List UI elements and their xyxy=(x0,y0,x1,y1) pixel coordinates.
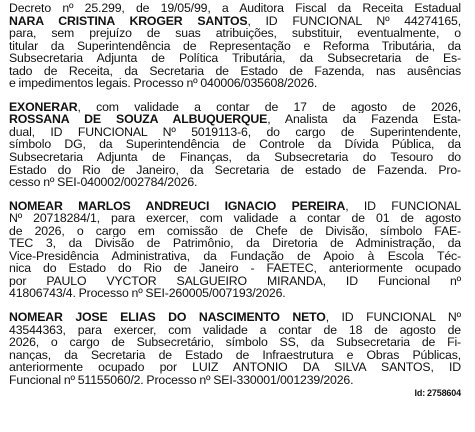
text-line: ROSSANA DE SOUZA ALBUQUERQUE, Analista da Fazenda Esta- xyxy=(9,113,461,126)
text-line: Nº 20718284/1, para exercer, com validade a contar de 01 de agosto xyxy=(9,212,461,225)
text-line: NOMEAR JOSE ELIAS DO NASCIMENTO NETO, ID FUNCIONAL Nº xyxy=(9,311,461,324)
text-line: Subsecretaria Adjunta de Finanças, da Subsecretaria do Tesouro do xyxy=(9,151,461,164)
text-line: por PAULO VYCTOR SALGUEIRO MIRANDA, ID Funcional nº xyxy=(9,274,461,288)
text-line: nanças, da Secretaria de Estado de Infraestrutura e Obras Públicas, xyxy=(9,348,461,362)
person-name: NOMEAR MARLOS ANDREUCI IGNACIO PEREIRA xyxy=(9,199,346,213)
text-line: Subsecretaria Adjunta de Política Tributária, da Subsecretaria de Es- xyxy=(9,52,461,65)
text-line: EXONERAR, com validade a contar de 17 de agosto de 2026, xyxy=(9,100,461,114)
text-line: TEC 3, da Divisão de Patrimônio, da Diretoria de Administração, da xyxy=(9,237,461,250)
text-line: nica do Estado do Rio de Janeiro - FAETEC, anteriormente ocupado xyxy=(9,262,461,275)
text-line: 2026, o cargo de Subsecretário, símbolo SS, da Subsecretaria de Fi- xyxy=(9,336,461,349)
document-body xyxy=(9,2,461,399)
paragraph-1 xyxy=(9,2,461,90)
text-line: 41806743/4. Processo nº SEI-260005/007193/2026. xyxy=(9,286,286,301)
action-keyword: EXONERAR xyxy=(9,100,78,114)
text-line: anteriormente ocupado por LUIZ ANTONIO DA SILVA SANTOS, ID xyxy=(9,361,461,374)
text-line: dual, ID FUNCIONAL Nº 5019113-6, do cargo de Superintendente, xyxy=(9,125,461,139)
text-line: 43544363, para exercer, com validade a contar de 18 de agosto de xyxy=(9,323,461,337)
document-id: Id: 2758604 xyxy=(414,388,461,399)
text-line: para, sem prejuízo de suas atribuições, substituir, eventualmente, o xyxy=(9,27,461,40)
text-line: de 2026, o cargo em comissão de Chefe de Divisão, símbolo FAE- xyxy=(9,224,461,238)
paragraph-2 xyxy=(9,101,461,189)
text-line: símbolo DG, da Superintendência de Controle da Dívida Pública, da xyxy=(9,138,461,152)
text-line: NOMEAR MARLOS ANDREUCI IGNACIO PEREIRA, ID FUNCIONAL xyxy=(9,199,461,213)
text-line: tado de Receita, da Secretaria de Estado de Fazenda, nas ausências xyxy=(9,64,461,78)
person-name: NARA CRISTINA KROGER SANTOS xyxy=(9,14,248,28)
person-name: NOMEAR JOSE ELIAS DO NASCIMENTO NETO xyxy=(9,311,326,324)
text-line: cesso nº SEI-040002/002784/2026. xyxy=(9,175,198,190)
paragraph-4 xyxy=(9,311,461,386)
text-line: Estado do Rio de Janeiro, da Secretaria de estado de Fazenda. Pro- xyxy=(9,163,461,177)
text-line: NARA CRISTINA KROGER SANTOS, ID FUNCIONAL Nº 44274165, xyxy=(9,14,461,28)
paragraph-3 xyxy=(9,200,461,300)
text-line: titular da Superintendência de Representação e Reforma Tributária, da xyxy=(9,39,461,53)
text-line: e impedimentos legais. Processo nº 040006/035608/2026. xyxy=(9,76,318,91)
text-line: Decreto nº 25.299, de 19/05/99, a Auditora Fiscal da Receita Estadual xyxy=(9,2,461,15)
text-line: Vice-Presidência Administrativa, da Fundação de Apoio à Escola Téc- xyxy=(9,249,461,263)
text-line: Funcional nº 51155060/2. Processo nº SEI-330001/001239/2026. xyxy=(9,372,354,387)
person-name: ROSSANA DE SOUZA ALBUQUERQUE xyxy=(9,113,268,126)
